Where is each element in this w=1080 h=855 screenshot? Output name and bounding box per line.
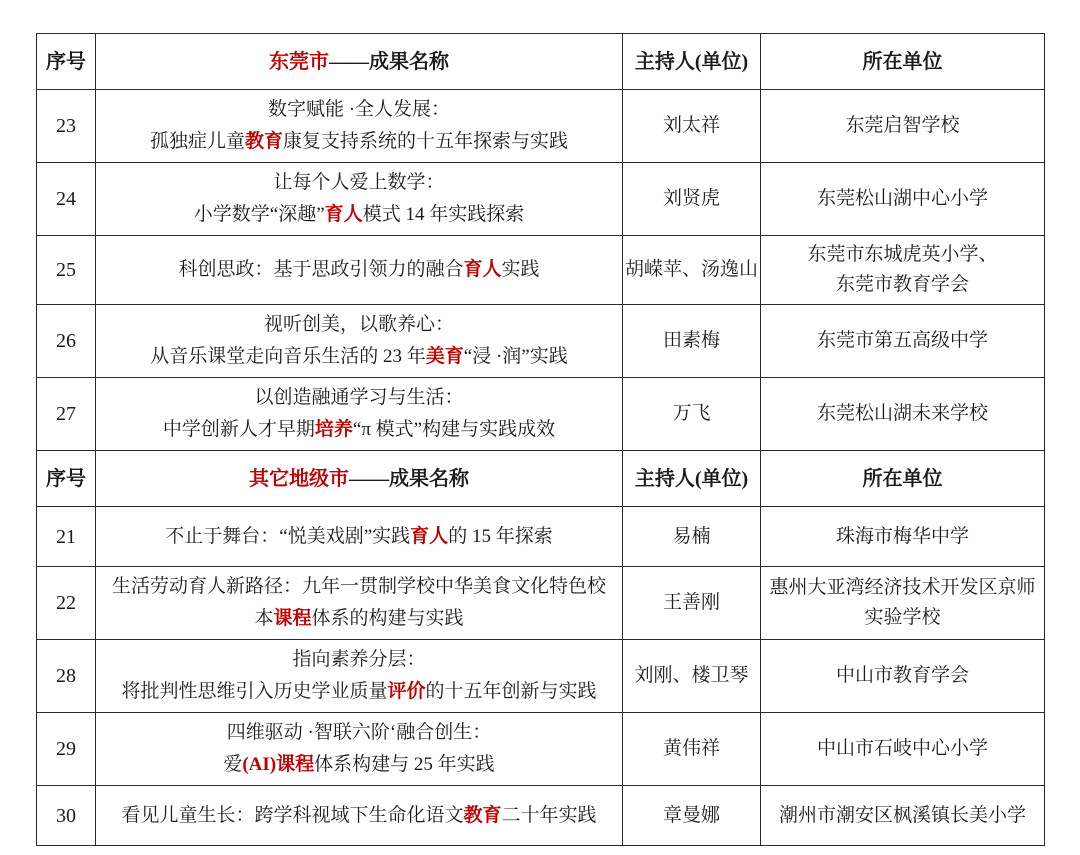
cell-org (761, 640, 1045, 713)
cell-title (96, 163, 623, 236)
result-row (37, 640, 1045, 713)
title-text: 孤独症儿童 (149, 131, 245, 152)
title-line (102, 749, 616, 781)
header-col-host: 主持人(单位) (623, 34, 761, 90)
cell-no: 22 (37, 567, 96, 640)
cell-title (96, 305, 623, 378)
title-text: 视听创美，以歌养心： (263, 314, 454, 335)
result-row (37, 567, 1045, 640)
result-row (37, 90, 1045, 163)
cell-title (96, 90, 623, 163)
title-line (102, 521, 616, 553)
org-line: 惠州大亚湾经济技术开发区京师 (769, 577, 1036, 598)
cell-org (761, 507, 1045, 567)
title-text: 模式 14 年实践探索 (362, 204, 525, 225)
cell-title (96, 378, 623, 451)
cell-org (761, 786, 1045, 846)
highlight-keyword: 评价 (387, 681, 426, 702)
title-text: 体系的构建与实践 (311, 608, 464, 629)
org-line: 东莞启智学校 (845, 115, 960, 136)
result-row (37, 507, 1045, 567)
org-line: 中山市教育学会 (835, 665, 969, 686)
results-table-body (37, 34, 1045, 846)
title-line (102, 126, 616, 158)
title-line (102, 571, 616, 603)
cell-title (96, 567, 623, 640)
cell-no: 23 (37, 90, 96, 163)
title-text: 让每个人爱上数学： (273, 172, 445, 193)
highlight-keyword: (AI) (242, 754, 277, 775)
title-line (102, 254, 616, 286)
title-text: 生活劳动育人新路径：九年一贯制学校中华美食文化特色校 (111, 576, 606, 597)
title-text: 科创思政：基于思政引领力的融合 (178, 259, 464, 280)
org-line: 东莞市东城虎英小学、 (807, 244, 998, 265)
title-text: 二十年实践 (501, 804, 597, 826)
highlight-keyword: 育人 (410, 525, 449, 547)
cell-host: 刘太祥 (623, 90, 761, 163)
title-line (102, 717, 616, 749)
title-text: “π 模式”构建与实践成效 (352, 419, 556, 440)
title-text: 实践 (501, 259, 540, 280)
cell-org (761, 236, 1045, 305)
cell-no: 29 (37, 713, 96, 786)
section-city-label: 其它地级市 (249, 467, 349, 490)
cell-title (96, 640, 623, 713)
result-row (37, 378, 1045, 451)
highlight-keyword: 美育 (425, 346, 464, 367)
title-text: 中学创新人才早期 (162, 419, 315, 440)
title-line (102, 199, 616, 231)
section-title-suffix: ——成果名称 (349, 467, 469, 490)
cell-org (761, 378, 1045, 451)
cell-org (761, 567, 1045, 640)
header-col-host: 主持人(单位) (623, 451, 761, 507)
title-line (102, 341, 616, 373)
highlight-keyword: 课程 (273, 608, 312, 629)
cell-no: 26 (37, 305, 96, 378)
highlight-keyword: 教育 (244, 131, 283, 152)
org-line: 珠海市梅华中学 (835, 525, 969, 547)
title-text: 爱 (223, 754, 243, 775)
cell-host: 胡嵘苹、汤逸山 (623, 236, 761, 305)
title-text: 康复支持系统的十五年探索与实践 (283, 131, 569, 152)
title-line (102, 309, 616, 341)
title-text: 将批判性思维引入历史学业质量 (121, 681, 388, 702)
highlight-keyword: 课程 (276, 754, 315, 775)
cell-no: 27 (37, 378, 96, 451)
cell-host: 章曼娜 (623, 786, 761, 846)
org-line: 实验学校 (864, 607, 941, 628)
cell-host: 王善刚 (623, 567, 761, 640)
title-text: 不止于舞台：“悦美戏剧”实践 (165, 525, 411, 547)
title-text: 本 (254, 608, 274, 629)
cell-no: 30 (37, 786, 96, 846)
title-text: 四维驱动 ·智联六阶‘融合创生： (226, 722, 492, 743)
title-line (102, 414, 616, 446)
title-text: 看见儿童生长：跨学科视域下生命化语文 (121, 804, 464, 826)
org-line: 东莞市第五高级中学 (816, 330, 988, 351)
result-row (37, 236, 1045, 305)
org-line: 潮州市潮安区枫溪镇长美小学 (778, 804, 1026, 826)
cell-no: 25 (37, 236, 96, 305)
result-row (37, 786, 1045, 846)
highlight-keyword: 教育 (463, 804, 502, 826)
header-col-title (96, 451, 623, 507)
cell-host: 万飞 (623, 378, 761, 451)
section-city-label: 东莞市 (269, 50, 329, 73)
header-col-no: 序号 (37, 451, 96, 507)
title-text: 小学数学“深趣” (193, 204, 325, 225)
section-title-suffix: ——成果名称 (329, 50, 449, 73)
highlight-keyword: 培养 (314, 419, 353, 440)
highlight-keyword: 育人 (324, 204, 363, 225)
org-line: 东莞松山湖未来学校 (816, 403, 988, 424)
title-line (102, 94, 616, 126)
cell-no: 24 (37, 163, 96, 236)
cell-host: 刘刚、楼卫琴 (623, 640, 761, 713)
cell-title (96, 507, 623, 567)
title-text: 体系构建与 25 年实践 (314, 754, 495, 775)
highlight-keyword: 育人 (463, 259, 502, 280)
result-row (37, 305, 1045, 378)
title-line (102, 676, 616, 708)
title-text: 的 15 年探索 (448, 525, 553, 547)
title-line (102, 603, 616, 635)
title-line (102, 800, 616, 832)
title-text: 数字赋能 ·全人发展： (267, 99, 451, 120)
title-text: 指向素养分层： (292, 649, 426, 670)
header-col-no: 序号 (37, 34, 96, 90)
org-line: 中山市石岐中心小学 (816, 738, 988, 759)
cell-title (96, 786, 623, 846)
title-text: 以创造融通学习与生活： (254, 387, 464, 408)
cell-title (96, 713, 623, 786)
title-line (102, 644, 616, 676)
section-header-row-2 (37, 451, 1045, 507)
title-line (102, 382, 616, 414)
cell-host: 刘贤虎 (623, 163, 761, 236)
title-text: “浸 ·润”实践 (463, 346, 568, 367)
header-col-org: 所在单位 (761, 451, 1045, 507)
result-row (37, 163, 1045, 236)
section-header-row-1 (37, 34, 1045, 90)
header-col-org: 所在单位 (761, 34, 1045, 90)
cell-org (761, 305, 1045, 378)
cell-org (761, 90, 1045, 163)
title-line (102, 167, 616, 199)
cell-host: 黄伟祥 (623, 713, 761, 786)
cell-org (761, 163, 1045, 236)
title-text: 从音乐课堂走向音乐生活的 23 年 (150, 346, 426, 367)
cell-org (761, 713, 1045, 786)
header-col-title (96, 34, 623, 90)
cell-host: 田素梅 (623, 305, 761, 378)
cell-no: 21 (37, 507, 96, 567)
org-line: 东莞松山湖中心小学 (816, 188, 988, 209)
cell-title (96, 236, 623, 305)
result-row (37, 713, 1045, 786)
cell-host: 易楠 (623, 507, 761, 567)
org-line: 东莞市教育学会 (835, 274, 969, 295)
results-table (36, 33, 1045, 846)
title-text: 的十五年创新与实践 (425, 681, 597, 702)
cell-no: 28 (37, 640, 96, 713)
